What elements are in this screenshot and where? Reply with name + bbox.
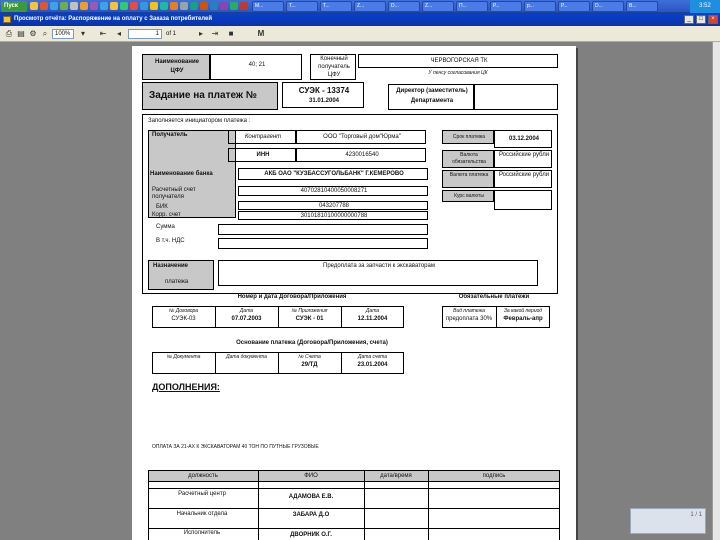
export-icon[interactable]: ▤ — [17, 29, 25, 38]
quicklaunch-icon[interactable] — [170, 2, 178, 10]
bank-value-cell — [238, 168, 428, 180]
currency-label: Валюта обязательства — [452, 152, 486, 165]
obligation-cell: Февраль-апр — [503, 316, 543, 322]
sign-role: Начальник отдела — [176, 511, 228, 517]
taskbar-button[interactable]: Т... — [320, 1, 352, 12]
recipient-label: Получатель — [152, 132, 188, 138]
quicklaunch-icon[interactable] — [240, 2, 248, 10]
taskbar-button[interactable]: D... — [592, 1, 624, 12]
page-indicator-overlay: 1 / 1 — [630, 508, 706, 534]
quicklaunch-icon[interactable] — [200, 2, 208, 10]
obligation-heading: Обязательные платежи — [458, 294, 530, 300]
sign-col-header: дата/время — [380, 473, 412, 479]
next-page-icon[interactable]: ▸ — [198, 29, 203, 38]
nav-value: 40; 21 — [248, 62, 266, 68]
taskbar — [0, 0, 720, 13]
report-page — [132, 46, 576, 540]
currency2-value: Российские рубли — [498, 172, 550, 178]
zoom-select[interactable]: 100% — [52, 29, 74, 39]
account-label: Расчетный счет получателя — [152, 187, 196, 200]
rate-value-cell — [494, 190, 552, 210]
taskbar-button[interactable]: Р... — [558, 1, 590, 12]
purpose-value: Предоплата за запчасти к экскаваторам — [323, 263, 435, 269]
vat-value-cell — [218, 238, 428, 249]
director-value-cell — [474, 84, 558, 110]
nav-value-cell — [210, 54, 302, 80]
recipient-type: Контрагент — [244, 134, 282, 140]
quicklaunch-icon[interactable] — [120, 2, 128, 10]
sign-name: ЗАБАРА Д.О — [292, 512, 330, 518]
prev-page-icon[interactable]: ◂ — [116, 29, 121, 38]
app-icon — [3, 16, 11, 23]
page-title: Задание на платеж № — [149, 90, 257, 101]
first-page-icon[interactable]: ⇤ — [99, 29, 107, 38]
account-value: 40702810400050008271 — [300, 188, 368, 194]
bik-value: 043207788 — [318, 203, 350, 209]
doc-number-cell — [282, 82, 364, 108]
contract-cell: 07.07.2003 — [231, 316, 262, 322]
ender-label-3: ЦФУ — [327, 72, 341, 78]
basis-col-header: № Документа — [166, 354, 201, 360]
contract-col-header: Дата — [239, 308, 254, 314]
zoom-icon[interactable]: ⌕ — [42, 29, 48, 38]
quicklaunch-icon[interactable] — [150, 2, 158, 10]
obligation-col-header: Вид платежа — [453, 308, 485, 314]
setup-icon[interactable]: ⚙ — [29, 29, 37, 38]
contract-col-header: Дата — [365, 308, 380, 314]
currency2-label-cell — [442, 170, 494, 188]
additions-heading: ДОПОЛНЕНИЯ: — [152, 382, 220, 392]
account-value-cell — [238, 186, 428, 196]
zoom-dropdown-icon[interactable]: ▾ — [80, 29, 85, 38]
page-number-input[interactable]: 1 — [128, 29, 162, 39]
basis-cell: 23.01.2004 — [357, 362, 388, 368]
bank-label: Наименование банка — [150, 171, 213, 177]
fill-note: Заполняется инициатором платежа : — [148, 118, 251, 124]
quicklaunch-icon[interactable] — [50, 2, 58, 10]
basis-col-header: Дата счета — [357, 354, 388, 360]
bik-value-cell — [238, 201, 428, 210]
quicklaunch-icon[interactable] — [220, 2, 228, 10]
sign-col-header: ФИО — [304, 473, 318, 479]
basis-col-header: Дата документа — [226, 354, 267, 360]
quicklaunch-icon[interactable] — [130, 2, 138, 10]
org-subtitle: У пенсу согласования ЦК — [428, 70, 488, 76]
quicklaunch-icon[interactable] — [230, 2, 238, 10]
nav-label: Наименование — [154, 59, 200, 65]
taskbar-button[interactable]: М... — [252, 1, 284, 12]
sign-name: АДАМОВА Е.В. — [288, 494, 334, 500]
inn-value-cell — [296, 148, 426, 162]
quicklaunch-icon[interactable] — [180, 2, 188, 10]
taskbar-button[interactable]: Т... — [286, 1, 318, 12]
contract-col-header: № Приложения — [291, 308, 328, 314]
additions-note: ОПЛАТА ЗА 21-АХ К ЭКСКАВАТОРАМ 40 ТОН ПО ПУТНЫЕ ГРУЗОВЫЕ — [152, 444, 319, 450]
page-count-label: of 1 — [166, 31, 177, 37]
purpose-label: Назначение — [153, 263, 189, 269]
recipient-type-cell — [228, 130, 296, 144]
taskbar-button[interactable]: Р... — [490, 1, 522, 12]
basis-cell: 29/ТД — [301, 362, 318, 368]
pay-date-label: Срок платежа — [452, 134, 486, 140]
close-button[interactable]: × — [708, 15, 718, 24]
recipient-name-cell — [296, 130, 426, 144]
last-page-icon[interactable]: ⇥ — [211, 29, 219, 38]
rate-label-cell — [442, 190, 494, 202]
director-label: Директор (заместитель) — [396, 88, 468, 94]
sum-value-cell — [218, 224, 428, 235]
stop-icon[interactable]: ■ — [228, 29, 234, 38]
quicklaunch-icon[interactable] — [80, 2, 88, 10]
nav-label-2: ЦФУ — [170, 68, 184, 74]
vat-label: В т.ч. НДС — [156, 238, 185, 244]
currency-label-cell — [442, 150, 494, 168]
quicklaunch-icon[interactable] — [190, 2, 198, 10]
recipient-name: ООО "Торговый дом"Юрма" — [323, 134, 401, 140]
taskbar-button[interactable]: Z... — [422, 1, 454, 12]
contract-cell: 12.11.2004 — [357, 316, 388, 322]
taskbar-button[interactable]: В... — [626, 1, 658, 12]
pay-date-label-cell — [442, 130, 494, 144]
org-name-cell — [358, 54, 558, 68]
corr-value: 30101810100000000788 — [300, 213, 368, 219]
corr-value-cell — [238, 211, 428, 220]
report-toolbar — [0, 26, 720, 42]
minimize-button[interactable]: _ — [684, 15, 694, 24]
pay-date-value-cell — [494, 130, 552, 148]
taskbar-button[interactable]: П... — [456, 1, 488, 12]
taskbar-button[interactable]: р... — [524, 1, 556, 12]
purpose-label-2: платежа — [165, 279, 189, 285]
org-name: ЧЕРВОГОРСКАЯ ТК — [430, 58, 488, 64]
inn-label-cell — [228, 148, 296, 162]
window-title: Просмотр отчёта: Распоряжение на оплату с Заказа потребителей — [0, 13, 720, 26]
taskbar-button[interactable]: D... — [388, 1, 420, 12]
ender-label-2: получатель — [318, 64, 350, 70]
sign-role: Расчетный центр — [178, 491, 226, 497]
bank-value: АКБ ОАО "КУЗБАССУГОЛЬБАНК" Г.КЕМЕРОВО — [264, 171, 404, 177]
pay-date-value: 03.12.2004 — [508, 136, 540, 142]
quicklaunch-icon[interactable] — [110, 2, 118, 10]
nav-label-cell — [142, 54, 210, 80]
quicklaunch-icon[interactable] — [70, 2, 78, 10]
inn-label: ИНН — [256, 152, 270, 158]
inn-value: 4230016540 — [345, 152, 379, 158]
binoculars-icon[interactable]: M — [257, 29, 265, 38]
quicklaunch-icon[interactable] — [160, 2, 168, 10]
ender-label-cell — [310, 54, 356, 80]
quicklaunch-icon[interactable] — [60, 2, 68, 10]
maximize-button[interactable]: □ — [696, 15, 706, 24]
contract-heading: Номер и дата Договора/Приложения — [237, 294, 347, 300]
report-viewport[interactable] — [0, 42, 712, 540]
bik-label: БИК — [156, 204, 168, 210]
doc-date: 31.01.2004 — [308, 98, 340, 104]
contract-cell: СУЭК-03 — [171, 316, 196, 322]
corr-label: Корр. счет — [152, 212, 181, 218]
doc-number: СУЭК - 13374 — [298, 86, 350, 95]
director-cell — [388, 84, 474, 110]
currency-value-cell — [494, 150, 552, 168]
contract-col-header: № Договора — [168, 308, 199, 314]
purpose-label-cell — [148, 260, 214, 290]
clock: 3:52 — [690, 0, 720, 13]
purpose-value-cell — [218, 260, 538, 286]
quicklaunch-icon[interactable] — [140, 2, 148, 10]
quicklaunch-icon[interactable] — [30, 2, 38, 10]
sign-col-header: должность — [188, 473, 218, 479]
obligation-cell: предоплата 30% — [445, 316, 493, 322]
start-button[interactable]: Пуск — [1, 1, 27, 12]
quicklaunch-icon[interactable] — [40, 2, 48, 10]
contract-cell: СУЭК - 01 — [295, 316, 324, 322]
currency2-label: Валюта платежа — [449, 172, 489, 178]
currency-value: Российские рубли — [498, 152, 550, 158]
quicklaunch-icon[interactable] — [210, 2, 218, 10]
quicklaunch-icon[interactable] — [100, 2, 108, 10]
rate-label: Курс валюты — [454, 193, 484, 199]
taskbar-button[interactable]: Z... — [354, 1, 386, 12]
ender-label: Конечный — [320, 56, 348, 62]
currency2-value-cell — [494, 170, 552, 188]
department-label: Департамента — [410, 98, 454, 104]
basis-col-header: № Счета — [298, 354, 321, 360]
sign-name: ДВОРНИК О.Г. — [290, 532, 332, 538]
heading-cell — [142, 82, 278, 110]
print-icon[interactable]: ⎙ — [5, 29, 13, 38]
sum-label: Сумма — [156, 224, 175, 230]
obligation-col-header: За какой период — [503, 308, 543, 314]
sign-col-header: подпись — [482, 473, 506, 479]
sign-role: Исполнитель — [183, 530, 221, 536]
quicklaunch-icon[interactable] — [90, 2, 98, 10]
vertical-scrollbar[interactable] — [712, 42, 720, 540]
basis-heading: Основание платежа (Договора/Приложения, счета) — [236, 340, 388, 346]
